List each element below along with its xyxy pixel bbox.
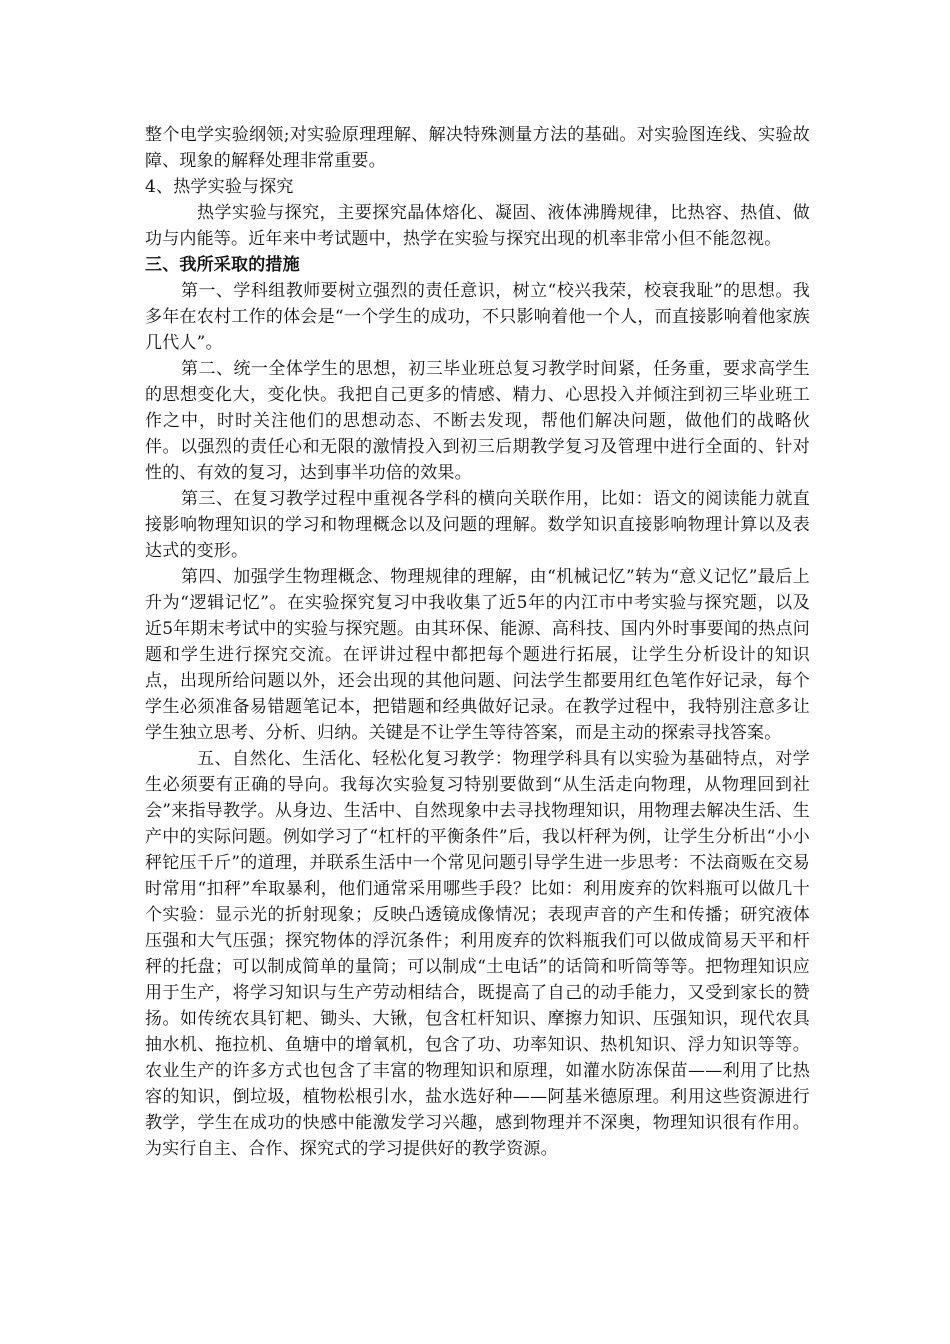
- section-heading-measures: 三、我所采取的措施: [145, 255, 300, 275]
- document-page: [145, 122, 810, 1162]
- paragraph-electrical-continuation: 整个电学实验纲领;对实验原理理解、解决特殊测量方法的基础。对实验图连线、实验故障、现象的解释处理非常重要。: [145, 125, 810, 171]
- paragraph-thermal-experiments: 热学实验与探究，主要探究晶体熔化、凝固、液体沸腾规律，比热容、热值、做功与内能等。近年来中考试题中，热学在实验与探究出现的机率非常小但不能忽视。: [145, 203, 810, 249]
- subheading-thermal-experiments: 4、热学实验与探究: [145, 177, 294, 197]
- paragraph-fifth-measure: 五、自然化、生活化、轻松化复习教学：物理学科具有以实验为基础特点，对学生必须要有正确的导向。我每次实验复习特别要做到“从生活走向物理，从物理回到社会”来指导教学。从身边、生活中、自然现象中去寻找物理知识，用物理去解决生活、生产中的实际问题。例如学习了“杠杆的平衡条件”后，我以杆秤为例，让学生分析出“小小秤铊压千斤”的道理，并联系生活中一个常见问题引导学生进一步思考：不法商贩在交易时常用“扣秤”牟取暴利，他们通常采用哪些手段？比如：利用废弃的饮料瓶可以做几十个实验：显示光的折射现象；反映凸透镜成像情况；表现声音的产生和传播；研究液体压强和大气压强；探究物体的浮沉条件；利用废弃的饮料瓶我们可以做成简易天平和杆秤的托盘；可以制成简单的量筒；可以制成“土电话”的话筒和听筒等等。把物理知识应用于生产，将学习知识与生产劳动相结合，既提高了自己的动手能力，又受到家长的赞扬。如传统农具钉耙、锄头、大锹，包含杠杆知识、摩擦力知识、压强知识，现代农具抽水机、拖拉机、鱼塘中的增氧机，包含了功、功率知识、热机知识、浮力知识等等。农业生产的许多方式也包含了丰富的物理知识和原理，如灌水防冻保苗——利用了比热容的知识，倒垃圾，植物松根引水，盐水选好种——阿基米德原理。利用这些资源进行教学，学生在成功的快感中能激发学习兴趣，感到物理并不深奥，物理知识很有作用。为实行自主、合作、探究式的学习提供好的教学资源。: [145, 749, 810, 1159]
- paragraph-first-measure: 第一、学科组教师要树立强烈的责任意识，树立“校兴我荣，校衰我耻”的思想。我多年在农村工作的体会是“一个学生的成功，不只影响着他一个人，而直接影响着他家族几代人”。: [145, 281, 810, 353]
- paragraph-fourth-measure: 第四、加强学生物理概念、物理规律的理解，由“机械记忆”转为“意义记忆”最后上升为“逻辑记忆”。在实验探究复习中我收集了近5年的内江市中考实验与探究题，以及近5年期末考试中的实验与探究题。由其环保、能源、高科技、国内外时事要闻的热点问题和学生进行探究交流。在评讲过程中都把每个题进行拓展，让学生分析设计的知识点，出现所给问题以外，还会出现的其他问题、问法学生都要用红色笔作好记录，每个学生必须准备易错题笔记本，把错题和经典做好记录。在教学过程中，我特别注意多让学生独立思考、分析、归纳。关键是不让学生等待答案，而是主动的探索寻找答案。: [145, 567, 810, 743]
- paragraph-third-measure: 第三、在复习教学过程中重视各学科的横向关联作用，比如：语文的阅读能力就直接影响物理知识的学习和物理概念以及问题的理解。数学知识直接影响物理计算以及表达式的变形。: [145, 489, 810, 561]
- paragraph-second-measure: 第二、统一全体学生的思想，初三毕业班总复习教学时间紧，任务重，要求高学生的思想变化大，变化快。我把自己更多的情感、精力、心思投入并倾注到初三毕业班工作之中，时时关注他们的思想动态、不断去发现，帮他们解决问题，做他们的战略伙伴。以强烈的责任心和无限的激情投入到初三后期教学复习及管理中进行全面的、针对性的、有效的复习，达到事半功倍的效果。: [145, 359, 810, 483]
